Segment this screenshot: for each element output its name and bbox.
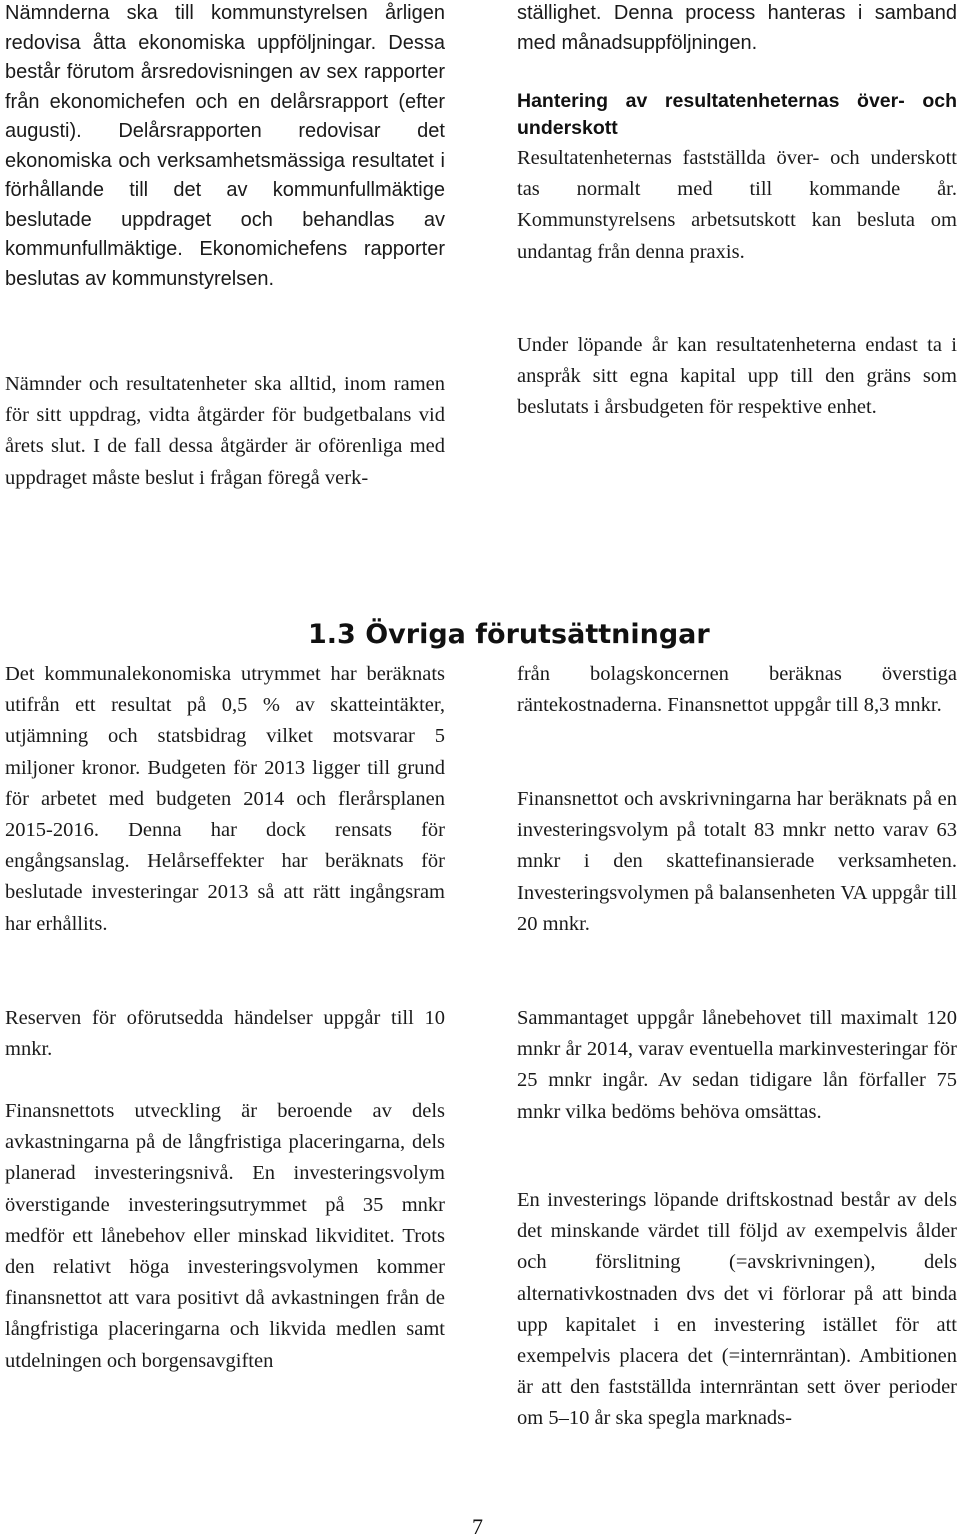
paragraph-operating-cost: En investerings löpande driftskostnad består av dels det minskande värdet till följd av exempelvis ålder och förslitning (=avskrivningen), dels alternativkostnaden dvs det vi förlorar på att binda upp kapitalet i en investering istället för att exempelvis placera det (=internräntan). Ambitionen är att den fastställda internräntan sett över perioder om 5–10 år ska spegla marknads- [517,1189,957,1430]
paragraph-investment-volume: Finansnettot och avskrivningarna har beräknats på en investeringsvolym på totalt 83 mnkr netto varav 63 mnkr i den skattefinansierade verksamheten. Investeringsvolymen på balansenheten VA uppgår till 20 mnkr. [517,788,957,935]
paragraph-budget-balance: Nämnder och resultatenheter ska alltid, inom ramen för sitt uppdrag, vidta åtgärder för budgetbalans vid årets slut. I de fall dessa åtgärder är oförenliga med uppdraget måste beslut i frågan föregå verk- [5,373,445,489]
paragraph-borrowing-need: Sammantaget uppgår lånebehovet till maximalt 120 mnkr år 2014, varav eventuella markinvesteringar för 25 mnkr ingår. Av sedan tidigare lån förfaller 75 mnkr vilka bedöms behöva omsättas. [517,1007,957,1123]
section-title: 1.3 Övriga förutsättningar [308,619,710,651]
subheading-surplus-deficit: Hantering av resultatenheternas över- och underskott [517,90,957,139]
paragraph-reserve: Reserven för oförutsedda händelser uppgår till 10 mnkr. [5,1007,445,1061]
paragraph-equity-limit: Under löpande år kan resultatenheterna endast ta i anspråk sitt egna kapital upp till den gräns som beslutats i årsbudgeten för respektive enhet. [517,334,957,419]
paragraph-process-continuation: ställighet. Denna process hanteras i samband med månadsuppföljningen. [517,2,957,54]
page-number: 7 [472,1514,483,1539]
paragraph-annual-reporting: Nämnderna ska till kommunstyrelsen årligen redovisa åtta ekonomiska uppföljningar. Dessa består förutom årsredovisningen av sex rapporter från ekonomichefen och en delårsrapport (efter augusti). Delårsrapporten redovisar det ekonomiska och verksamhetsmässiga resultatet i förhållande till det av kommunfullmäktige beslutade uppdraget och behandlas av kommunfullmäktige. Ekonomichefens rapporter beslutas av kommunstyrelsen. [5,2,445,290]
paragraph-economic-space: Det kommunalekonomiska utrymmet har beräknats utifrån ett resultat på 0,5 % av skatteintäkter, utjämning och statsbidrag vilket motsvarar 5 miljoner kronor. Budgeten för 2013 ligger till grund för arbetet med budgeten 2014 och flerårsplanen 2015-2016. Denna har dock rensats för engångsanslag. Helårseffekter har beräknats för beslutade investeringar 2013 så att rätt ingångsram har erhållits. [5,663,445,935]
paragraph-surplus-deficit: Resultatenheternas fastställda över- och underskott tas normalt med till kommande år. Kommunstyrelsens arbetsutskott kan besluta om undantag från denna praxis. [517,147,957,263]
paragraph-financial-net-development: Finansnettots utveckling är beroende av dels avkastningarna på de långfristiga placeringarna, dels planerad investeringsnivå. En investeringsvolym överstigande investeringsutrymmet på 35 mnkr medför ett lånebehov eller minskad likviditet. Trots den relativt höga investeringsvolymen kommer finansnettot att vara positivt då avkastningen från de långfristiga placeringarna och likvida medlen samt utdelningen och borgensavgiften [5,1100,445,1372]
paragraph-interest-costs: från bolagskoncernen beräknas överstiga räntekostnaderna. Finansnettot uppgår till 8,3 mnkr. [517,663,957,717]
